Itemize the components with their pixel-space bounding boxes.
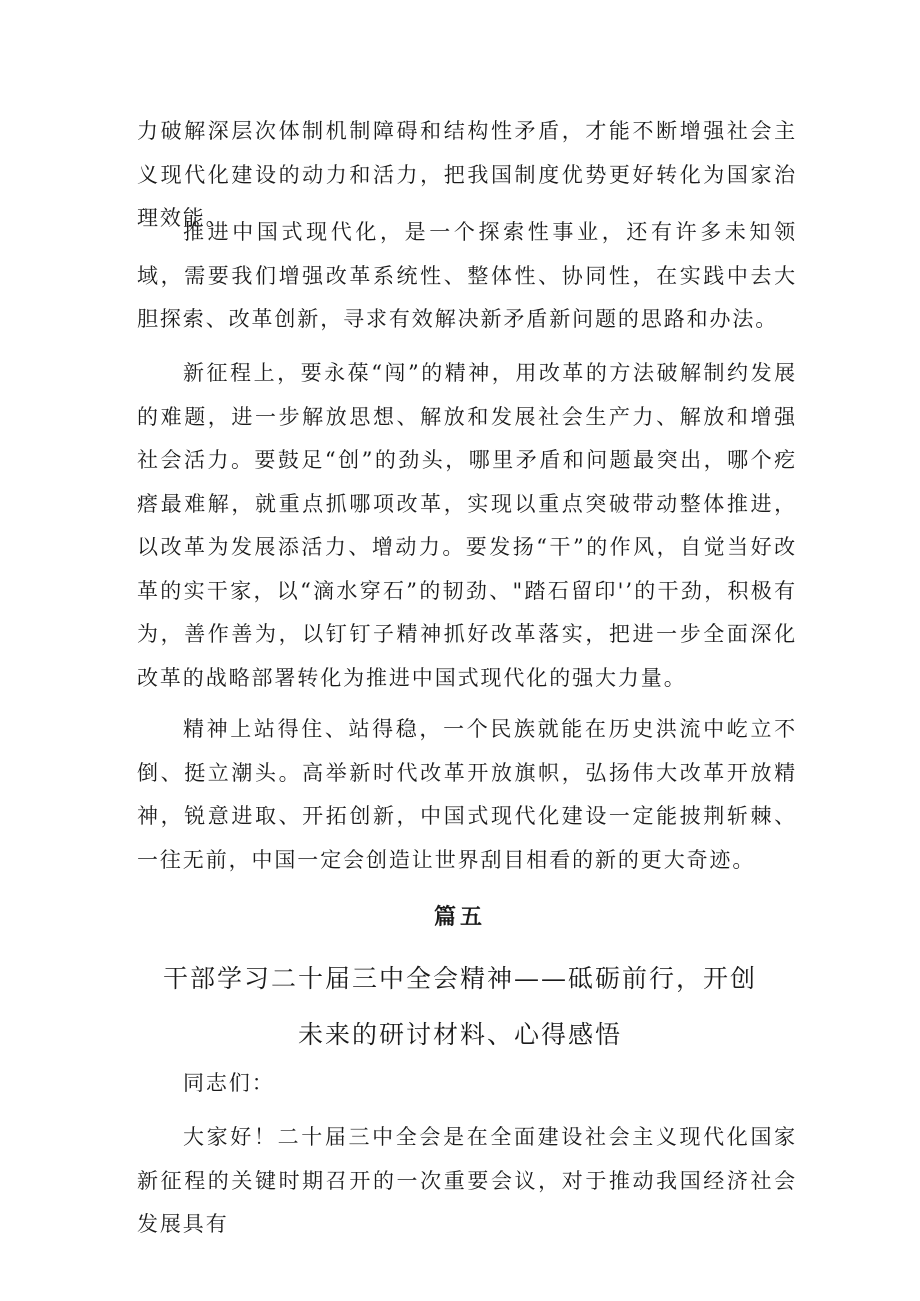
- title-line-1: 干部学习二十届三中全会精神——砥砺前行，开创: [162, 964, 757, 993]
- greeting: 同志们：: [183, 1071, 275, 1095]
- article-title: [130, 951, 790, 1063]
- paragraph-continued: 力破解深层次体制机制障碍和结构性矛盾，才能不断增强社会主义现代化建设的动力和活力，把我国制度优势更好转化为国家治理效能。: [137, 119, 797, 230]
- paragraph-new-journey: 新征程上，要永葆“闯”的精神，用改革的方法破解制约发展的难题，进一步解放思想、解放和发展社会生产力、解放和增强社会活力。要鼓足“创”的劲头，哪里矛盾和问题最突出，哪个疙瘩最难解，就重点抓哪项改革，实现以重点突破带动整体推进，以改革为发展添活力、增动力。要发扬“干”的作风，自觉当好改革的实干家，以“滴水穿石”的韧劲、"踏石留印'’的干劲，积极有为，善作善为，以钉钉子精神抓好改革落实，把进一步全面深化改革的战略部署转化为推进中国式现代化的强大力量。: [137, 361, 797, 690]
- paragraph-exploration: 推进中国式现代化，是一个探索性事业，还有许多未知领域，需要我们增强改革系统性、整体性、协同性，在实践中去大胆探索、改革创新，寻求有效解决新矛盾新问题的思路和办法。: [137, 220, 797, 331]
- section-label: 篇五: [433, 904, 486, 930]
- paragraph-spirit: 精神上站得住、站得稳，一个民族就能在历史洪流中屹立不倒、挺立潮头。高举新时代改革开放旗帜，弘扬伟大改革开放精神，锐意进取、开拓创新，中国式现代化建设一定能披荆斩棘、一往无前，中国一定会创造让世界刮目相看的新的更大奇迹。: [137, 717, 797, 872]
- paragraph-opening: 大家好！二十届三中全会是在全面建设社会主义现代化国家新征程的关键时期召开的一次重要会议，对于推动我国经济社会发展具有: [137, 1125, 797, 1236]
- title-line-2: 未来的研讨材料、心得感悟: [297, 1020, 622, 1049]
